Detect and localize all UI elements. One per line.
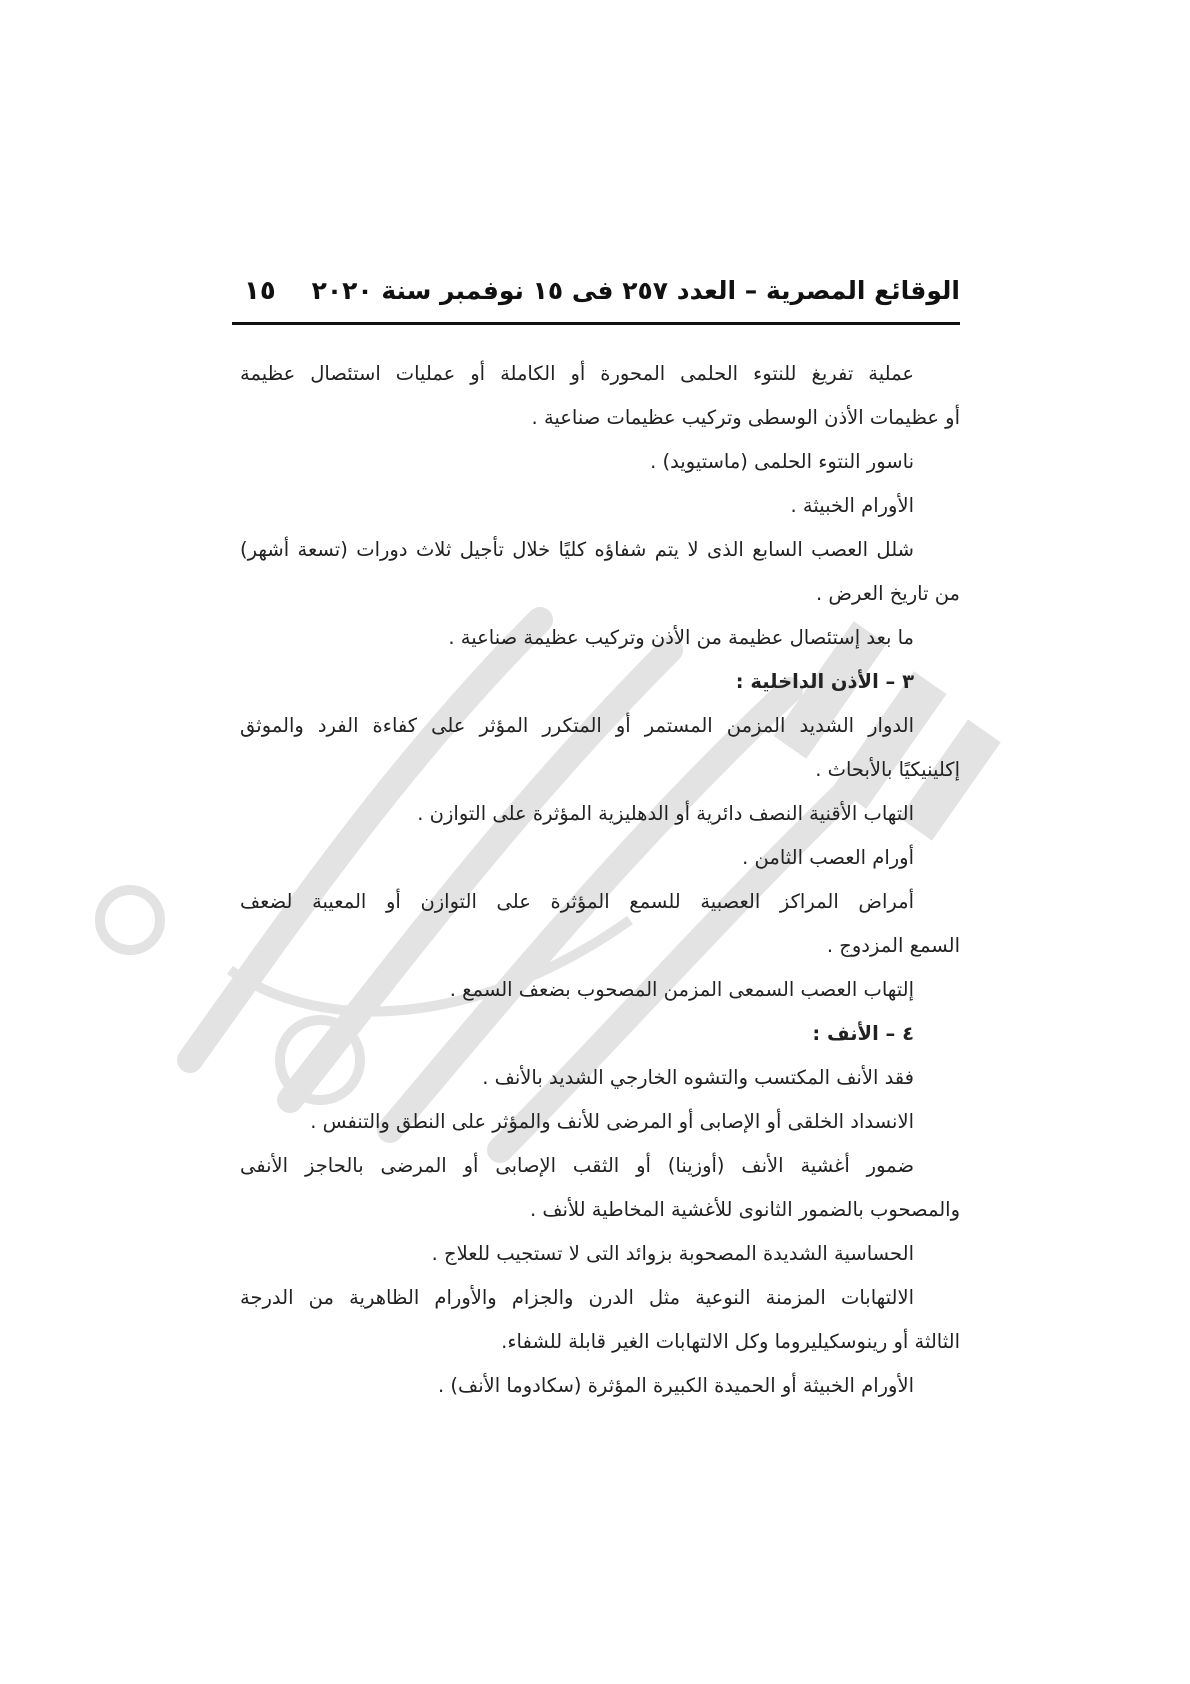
text-line: إكلينيكيًا بالأبحاث . bbox=[815, 758, 960, 781]
gazette-header-title: الوقائع المصرية – العدد ٢٥٧ فى ١٥ نوفمبر سنة ٢٠٢٠ bbox=[311, 276, 960, 305]
text-line: والمصحوب بالضمور الثانوى للأغشية المخاطية للأنف . bbox=[529, 1198, 960, 1221]
text-line: الحساسية الشديدة المصحوبة بزوائد التى لا تستجيب للعلاج . bbox=[431, 1242, 914, 1265]
text-line: الدوار الشديد المزمن المستمر أو المتكرر المؤثر على كفاءة الفرد والموثق bbox=[240, 714, 914, 737]
text-line: أورام العصب الثامن . bbox=[742, 846, 914, 869]
text-line: الأورام الخبيثة . bbox=[790, 494, 914, 517]
section-heading: ٤ – الأنف : bbox=[812, 1022, 914, 1045]
text-line: ناسور النتوء الحلمى (ماستيويد) . bbox=[650, 450, 914, 473]
text-line: التهاب الأقنية النصف دائرية أو الدهليزية المؤثرة على التوازن . bbox=[417, 802, 914, 825]
text-line: إلتهاب العصب السمعى المزمن المصحوب بضعف السمع . bbox=[449, 978, 914, 1001]
text-line: من تاريخ العرض . bbox=[816, 582, 960, 605]
text-line: ضمور أغشية الأنف (أوزينا) أو الثقب الإصابى أو المرضى بالحاجز الأنفى bbox=[240, 1154, 914, 1177]
document-body bbox=[240, 352, 960, 1408]
text-line: الانسداد الخلقى أو الإصابى أو المرضى للأنف والمؤثر على النطق والتنفس . bbox=[310, 1110, 914, 1133]
text-line: الأورام الخبيثة أو الحميدة الكبيرة المؤثرة (سكادوما الأنف) . bbox=[438, 1374, 914, 1397]
text-line: الثالثة أو رينوسكيليروما وكل الالتهابات الغير قابلة للشفاء. bbox=[501, 1330, 960, 1353]
text-line: شلل العصب السابع الذى لا يتم شفاؤه كليًا خلال تأجيل ثلاث دورات (تسعة أشهر) bbox=[240, 538, 914, 561]
text-line: فقد الأنف المكتسب والتشوه الخارجي الشديد بالأنف . bbox=[482, 1066, 914, 1089]
text-line: ما بعد إستئصال عظيمة من الأذن وتركيب عظيمة صناعية . bbox=[448, 626, 914, 649]
text-line: أو عظيمات الأذن الوسطى وتركيب عظيمات صناعية . bbox=[531, 406, 960, 429]
page-header bbox=[232, 272, 960, 322]
header-rule bbox=[232, 322, 960, 325]
text-line: عملية تفريغ للنتوء الحلمى المحورة أو الكاملة أو عمليات استئصال عظيمة bbox=[240, 362, 914, 385]
text-line: الالتهابات المزمنة النوعية مثل الدرن والجزام والأورام الظاهرية من الدرجة bbox=[240, 1286, 914, 1309]
page-number: ١٥ bbox=[244, 276, 276, 306]
section-heading: ٣ – الأذن الداخلية : bbox=[735, 670, 914, 693]
text-line: أمراض المراكز العصبية للسمع المؤثرة على التوازن أو المعيبة لضعف bbox=[240, 890, 914, 913]
text-line: السمع المزدوج . bbox=[826, 934, 960, 957]
